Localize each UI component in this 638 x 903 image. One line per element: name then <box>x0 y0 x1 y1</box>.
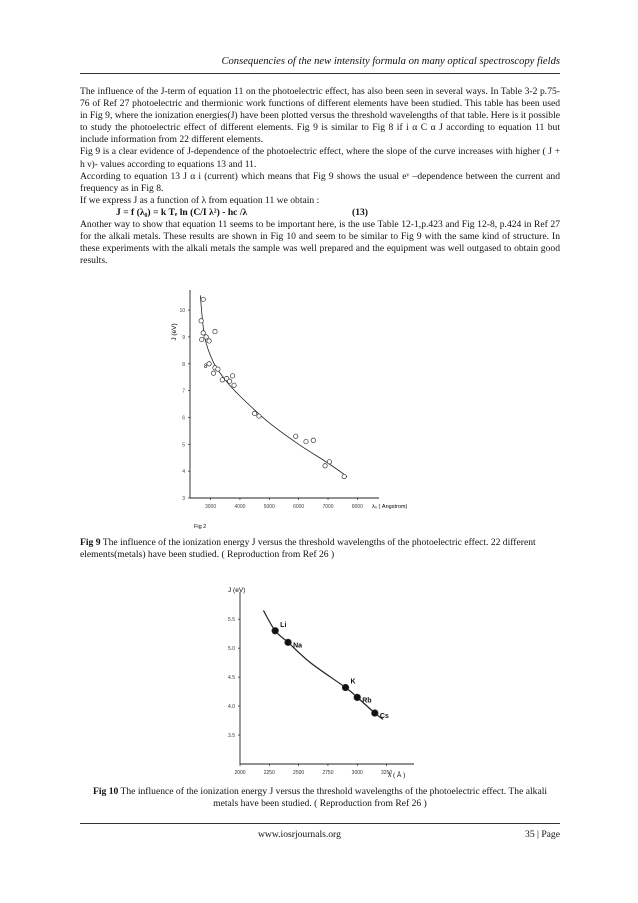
fig9-y-tick-label: 4 <box>182 469 185 476</box>
fig10-point-label: Cs <box>379 713 389 721</box>
fig9-axes <box>179 290 379 510</box>
fig9-curve <box>200 295 347 476</box>
fig10-x-tick-label: 2000 <box>234 770 246 776</box>
fig10-x-tick-label: 3250 <box>380 770 393 776</box>
equation-13 <box>80 207 560 219</box>
fig9-data-point <box>207 339 211 343</box>
fig9-data-point <box>304 439 308 443</box>
fig9-data-point <box>232 383 236 387</box>
fig10-x-tick-label: 2750 <box>322 770 334 776</box>
fig9-caption-text: The influence of the ionization energy J versus the threshold wavelengths of the photoelectric effect. 22 different elements(metals) have been studied. ( Reproduction from Ref 26 ) <box>80 537 536 561</box>
fig9-y-tick-label: 6 <box>182 415 185 422</box>
fig9-data-point <box>257 414 261 418</box>
fig10-xlabel: λ ( Å ) <box>388 772 406 779</box>
fig9-data-point <box>201 331 205 335</box>
fig9-x-tick-label: 7000 <box>322 504 334 510</box>
fig10-data-point <box>342 684 349 691</box>
fig9-ylabel: J (eV) <box>171 323 178 341</box>
fig9-data-point <box>252 411 256 415</box>
fig10-figure <box>220 574 420 784</box>
fig9-caption-label: Fig 9 <box>80 537 101 548</box>
fig9-xlabel: λ₀ ( Angstrom) <box>372 504 408 510</box>
paragraph-1: The influence of the J-term of equation 11 on the photoelectric effect, has also been seen in several ways. In Table 3-2 p.75-76 of Ref 27 photoelectric and thermionic work functions of different elements have been studied. This table has been used in Fig 9, where the ionization energies(J) have been plotted versus the threshold wavelengths of that table. Here is it possible to study the photoelectric effect of different elements. Fig 9 is similar to Fig 8 if i α C α J according to equation 11 but include information from 22 different elements. <box>80 86 560 146</box>
fig10-y-tick-label: 4.0 <box>228 704 235 711</box>
fig9-figure <box>160 286 430 534</box>
fig9-data-point <box>216 367 220 371</box>
fig10-x-tick-label: 3000 <box>351 770 363 776</box>
fig10-point-label: K <box>350 678 356 686</box>
fig10-points <box>272 622 389 720</box>
fig9-y-tick-label: 8 <box>182 361 185 368</box>
fig10-caption <box>80 786 560 810</box>
fig9-x-tick-label: 4000 <box>234 504 246 510</box>
fig10-y-tick-label: 5.5 <box>228 617 235 624</box>
fig10-point-label: Na <box>293 642 303 650</box>
fig10-y-tick-label: 3.5 <box>228 733 235 740</box>
fig9-data-point <box>201 297 205 301</box>
fig9-data-point <box>213 329 217 333</box>
fig9-x-tick-label: 5000 <box>263 504 275 510</box>
fig10-data-point <box>285 639 292 646</box>
body-text <box>80 86 560 267</box>
fig9-x-tick-label: 8000 <box>351 504 363 510</box>
paragraph-2: Fig 9 is a clear evidence of J-dependence of the photoelectric effect, where the slope of the curve increases with higher ( J + h ν)- values according to equations 13 and 11. <box>80 146 560 170</box>
fig9-caption <box>80 537 560 561</box>
fig9-inner-label: Fig 2 <box>194 524 207 530</box>
fig9-fit-curve <box>200 295 347 476</box>
fig10-y-tick-label: 4.5 <box>228 675 235 682</box>
fig10-caption-text: The influence of the ionization energy J versus the threshold wavelengths of the photoelectric effect. The alkali metals have been studied. ( Reproduction from Ref 26 ) <box>118 786 548 810</box>
fig9-data-point <box>342 474 346 478</box>
equation-body: J = f (λ₀) = k Tₑ ln (C/I λ²) - hc /λ <box>116 206 248 218</box>
fig10-chart <box>220 574 420 784</box>
fig9-y-tick-label: 7 <box>182 388 185 395</box>
fig10-data-point <box>272 627 279 634</box>
fig9-data-point <box>323 464 327 468</box>
fig9-points <box>199 297 346 479</box>
fig10-ylabel: J (eV) <box>228 587 246 594</box>
fig9-side-mark: 8 <box>204 364 208 370</box>
fig9-y-tick-label: 5 <box>182 442 185 449</box>
fig9-y-tick-label: 9 <box>182 334 185 341</box>
fig10-axes <box>228 592 414 776</box>
fig9-x-tick-label: 3000 <box>204 504 217 510</box>
fig9-data-point <box>294 434 298 438</box>
fig10-x-tick-label: 2250 <box>263 770 275 776</box>
fig10-data-point <box>354 694 361 701</box>
paragraph-4: If we express J as a function of λ from equation 11 we obtain : <box>80 194 320 206</box>
footer-rule <box>80 823 560 824</box>
fig9-y-tick-label: 3 <box>182 496 185 502</box>
fig10-point-label: Rb <box>362 697 372 705</box>
page-number: 35 | Page <box>525 829 560 840</box>
fig9-data-point <box>207 362 211 366</box>
fig9-x-tick-label: 6000 <box>293 504 305 510</box>
fig9-data-point <box>220 378 224 382</box>
fig9-chart <box>160 286 430 534</box>
fig10-x-tick-label: 2500 <box>293 770 305 776</box>
paragraph-5: Another way to show that equation 11 seems to be important here, is the use Table 12-1,p.423 and Fig 12-8, p.424 in Ref 27 for the alkali metals. These results are shown in Fig 10 and seem to be similar to Fig 9 with the same kind of structure. In these experiments with the alkali metals the sample was well prepared and the equipment was well outgased to obtain good results. <box>80 219 560 267</box>
fig9-data-point <box>311 438 315 442</box>
fig10-data-point <box>372 710 379 717</box>
fig9-y-tick-label: 10 <box>179 308 185 315</box>
fig9-data-point <box>199 319 203 323</box>
fig9-data-point <box>227 379 231 383</box>
header-rule <box>80 73 560 74</box>
fig9-data-point <box>211 371 215 375</box>
fig10-point-label: Li <box>280 621 287 629</box>
page-header-title: Consequencies of the new intensity formula on many optical spectroscopy fields <box>221 56 560 67</box>
paragraph-3: According to equation 13 J α i (current) which means that Fig 9 shows the usual eᵛ –dependence between the current and frequency as in Fig 8. <box>80 170 560 194</box>
fig9-data-point <box>200 337 204 341</box>
fig10-y-tick-label: 5.0 <box>228 646 235 653</box>
fig9-data-point <box>327 460 331 464</box>
fig9-data-point <box>204 335 208 339</box>
fig10-caption-label: Fig 10 <box>92 786 119 797</box>
footer-url: www.iosrjournals.org <box>258 829 341 840</box>
fig9-data-point <box>230 374 234 378</box>
equation-number: (13) <box>352 206 368 218</box>
